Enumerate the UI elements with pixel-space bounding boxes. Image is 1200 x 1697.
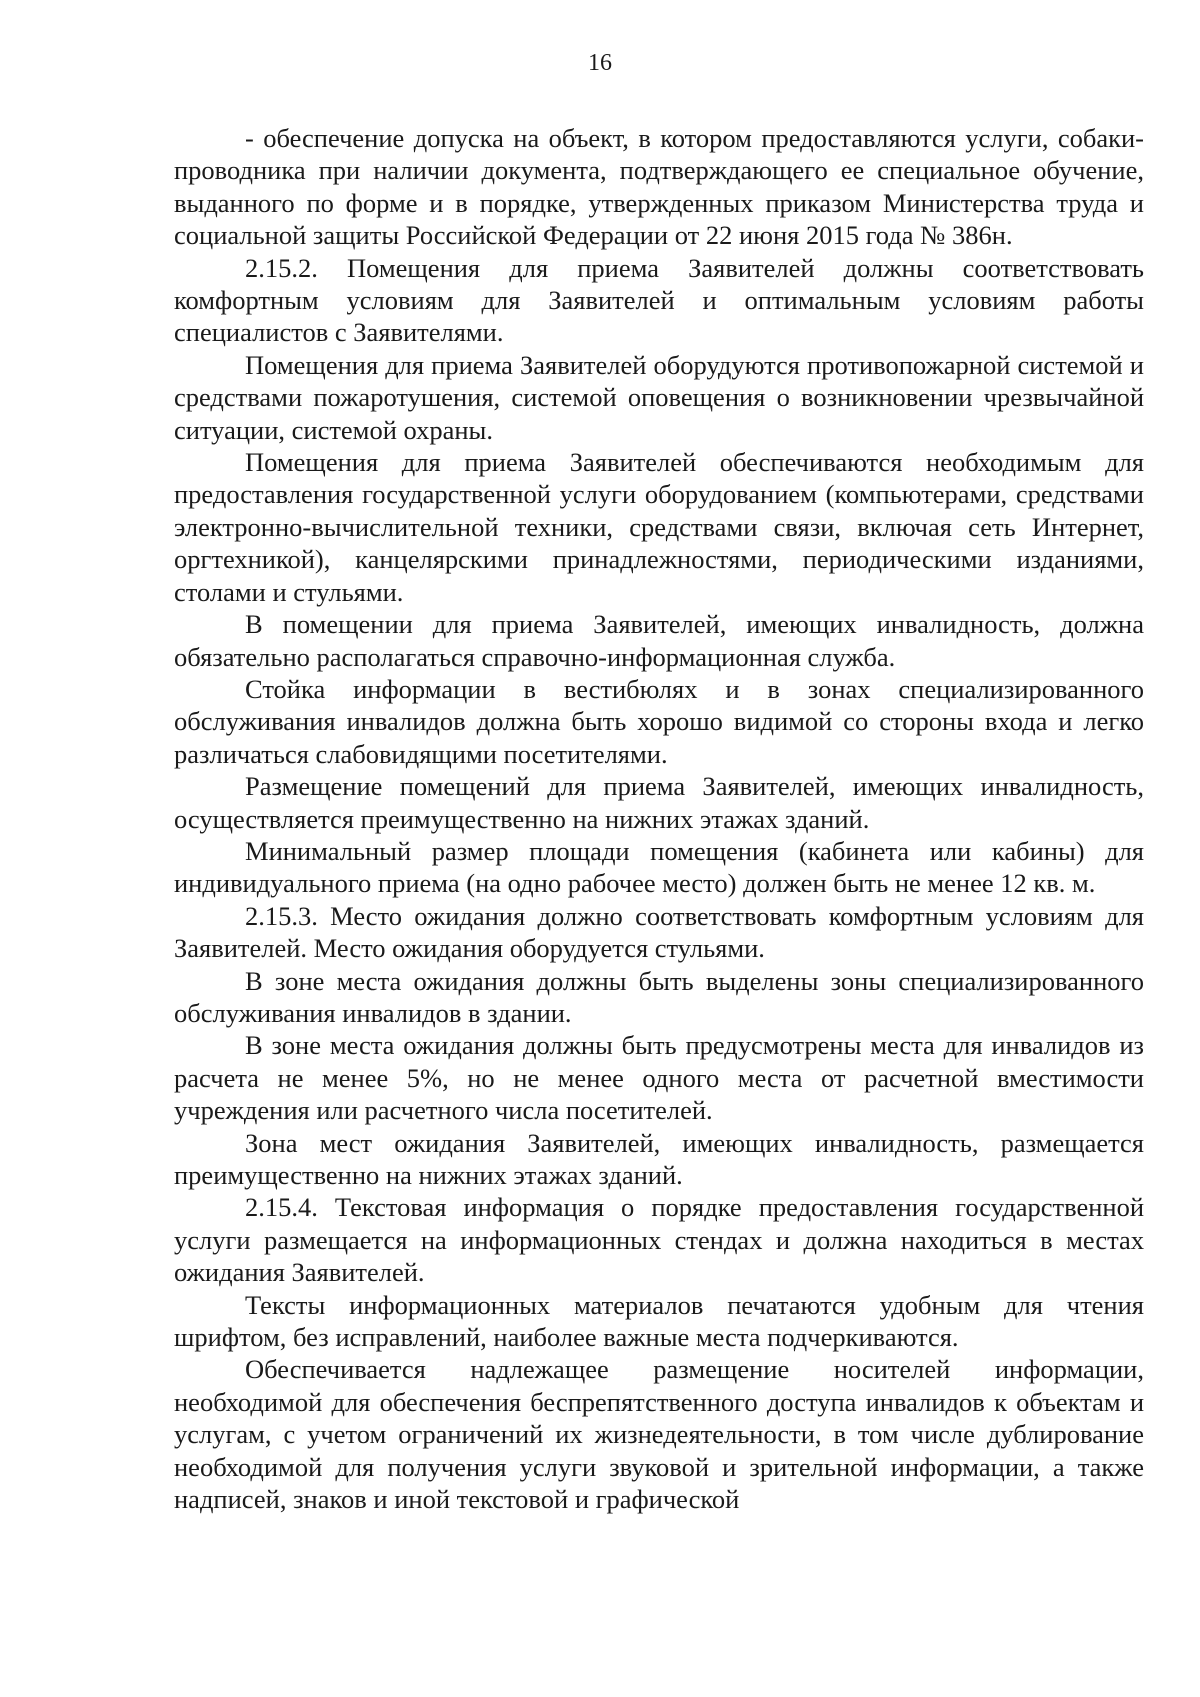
paragraph-info-desk: Стойка информации в вестибюлях и в зонах специализированного обслуживания инвалидов должна быть хорошо видимой со стороны входа и легко различаться слабовидящими посетителями. (174, 673, 1144, 769)
document-body (174, 122, 1144, 1515)
paragraph-2-15-2: 2.15.2. Помещения для приема Заявителей должны соответствовать комфортным условиям для Заявителей и оптимальным условиям работы специалистов с Заявителями. (174, 252, 1144, 348)
paragraph-accessibility-media: Обеспечивается надлежащее размещение носителей информации, необходимой для обеспечения беспрепятственного доступа инвалидов к объектам и услугам, с учетом ограничений их жизнедеятельности, в том числе дублирование необходимой для получения услуги звуковой и зрительной информации, а также надписей, знаков и иной текстовой и графической (174, 1354, 1144, 1515)
paragraph-lower-floors: Размещение помещений для приема Заявителей, имеющих инвалидность, осуществляется преимущественно на нижних этажах зданий. (174, 771, 1144, 834)
paragraph-waiting-zone: Зона мест ожидания Заявителей, имеющих инвалидность, размещается преимущественно на нижних этажах зданий. (174, 1127, 1144, 1190)
paragraph-seats-percent: В зоне места ожидания должны быть предусмотрены места для инвалидов из расчета не менее 5%, но не менее одного места от расчетной вместимости учреждения или расчетного числа посетителей. (174, 1030, 1144, 1126)
paragraph-font-readability: Тексты информационных материалов печатаются удобным для чтения шрифтом, без исправлений, наиболее важные места подчеркиваются. (174, 1289, 1144, 1353)
paragraph-min-area: Минимальный размер площади помещения (кабинета или кабины) для индивидуального приема (на одно рабочее место) должен быть не менее 12 кв. м. (174, 835, 1144, 899)
paragraph-guide-dog: - обеспечение допуска на объект, в котором предоставляются услуги, собаки-проводника при наличии документа, подтверждающего ее специальное обучение, выданного по форме и в порядке, утвержденных приказом Министерства труда и социальной защиты Российской Федерации от 22 июня 2015 года № 386н. (174, 123, 1144, 251)
paragraph-fire-safety: Помещения для приема Заявителей оборудуются противопожарной системой и средствами пожаротушения, системой оповещения о возникновении чрезвычайной ситуации, системой охраны. (174, 349, 1144, 445)
paragraph-2-15-4: 2.15.4. Текстовая информация о порядке предоставления государственной услуги размещается на информационных стендах и должна находиться в местах ожидания Заявителей. (174, 1192, 1144, 1288)
paragraph-special-zones: В зоне места ожидания должны быть выделены зоны специализированного обслуживания инвалидов в здании. (174, 965, 1144, 1028)
paragraph-info-service: В помещении для приема Заявителей, имеющих инвалидность, должна обязательно располагаться справочно-информационная служба. (174, 609, 1144, 672)
paragraph-2-15-3: 2.15.3. Место ожидания должно соответствовать комфортным условиям для Заявителей. Место ожидания оборудуется стульями. (174, 900, 1144, 964)
paragraph-equipment: Помещения для приема Заявителей обеспечиваются необходимым для предоставления государственной услуги оборудованием (компьютерами, средствами электронно-вычислительной техники, средствами связи, включая сеть Интернет, оргтехникой), канцелярскими принадлежностями, периодическими изданиями, столами и стульями. (174, 447, 1144, 607)
page-number: 16 (588, 50, 612, 76)
